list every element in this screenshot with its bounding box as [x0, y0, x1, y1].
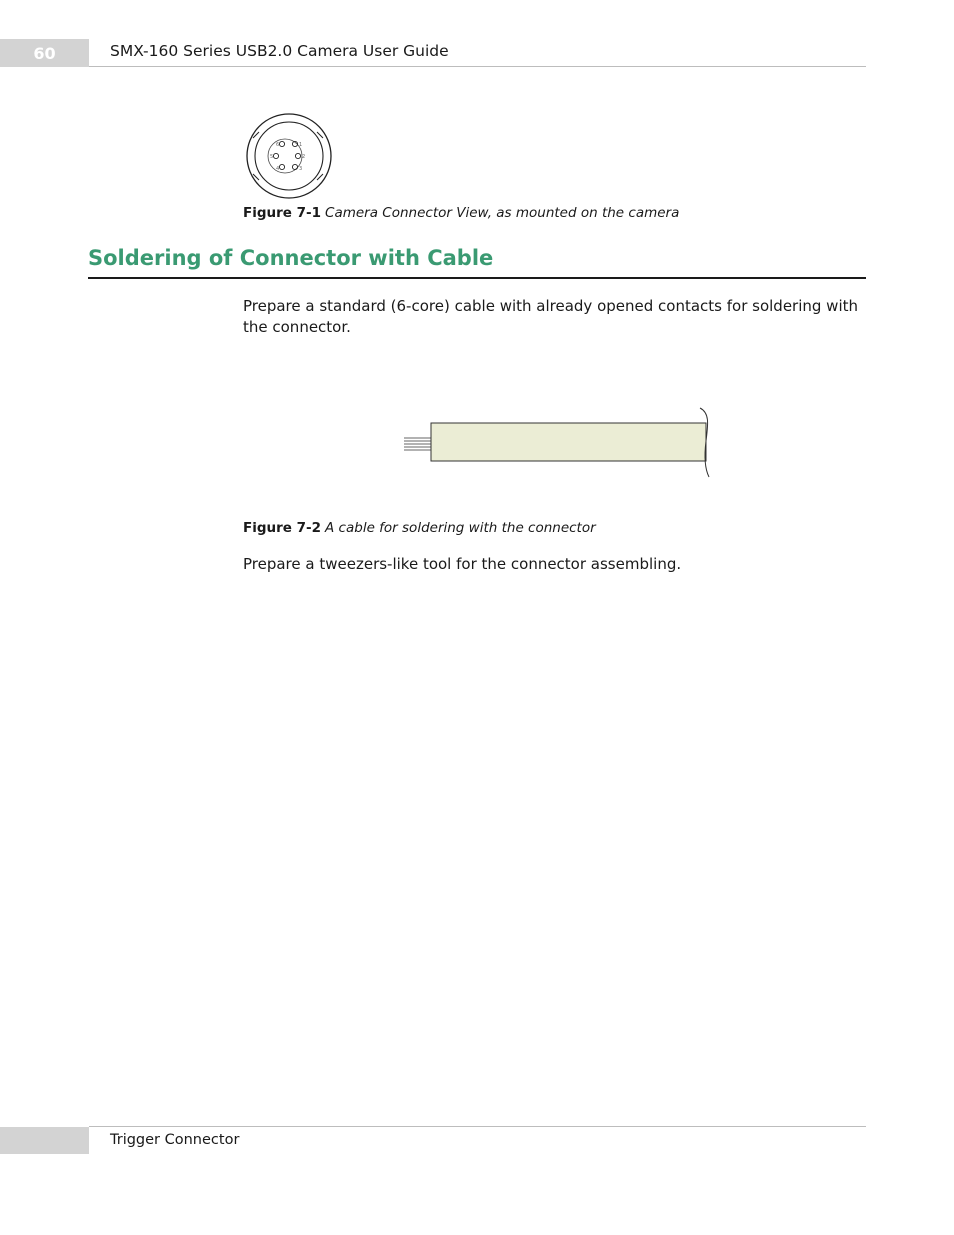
- section-rule: [88, 277, 866, 279]
- figure-caption-text: A cable for soldering with the connector: [325, 520, 596, 536]
- pin-label-2: 2: [302, 154, 306, 160]
- connector-body: [255, 122, 323, 190]
- connector-outer-ring: [247, 114, 331, 198]
- header-title: SMX-160 Series USB2.0 Camera User Guide: [110, 42, 449, 60]
- figure-label: Figure 7-1: [243, 205, 322, 221]
- pin-2: [295, 153, 300, 158]
- pin-label-1: 1: [299, 142, 303, 148]
- cable-jacket: [431, 423, 706, 461]
- pin-5: [273, 153, 278, 158]
- footer-section-name: Trigger Connector: [110, 1132, 240, 1148]
- paragraph-cable-prep: Prepare a standard (6-core) cable with already opened contacts for soldering with the connector.: [243, 297, 858, 336]
- pin-label-3: 3: [299, 166, 303, 172]
- figure-label: Figure 7-2: [243, 520, 322, 536]
- pin-4: [279, 164, 284, 169]
- cable-diagram: [400, 405, 715, 480]
- pin-6: [279, 141, 284, 146]
- page-number: 60: [0, 39, 89, 67]
- paragraph-tool-prep: Prepare a tweezers-like tool for the connector assembling.: [243, 555, 682, 573]
- pin-label-5: 5: [270, 154, 274, 160]
- footer-band: [0, 1127, 89, 1154]
- figure-7-1-caption: [243, 205, 679, 221]
- footer-rule: [89, 1126, 866, 1127]
- pin-label-4: 4: [276, 166, 280, 172]
- figure-caption-text: Camera Connector View, as mounted on the camera: [325, 205, 680, 221]
- header-rule: [89, 66, 866, 67]
- section-title: Soldering of Connector with Cable: [88, 246, 494, 270]
- pin-3: [292, 164, 297, 169]
- connector-diagram: [245, 112, 333, 200]
- figure-7-2-caption: [243, 520, 596, 536]
- pin-label-6: 6: [276, 142, 280, 148]
